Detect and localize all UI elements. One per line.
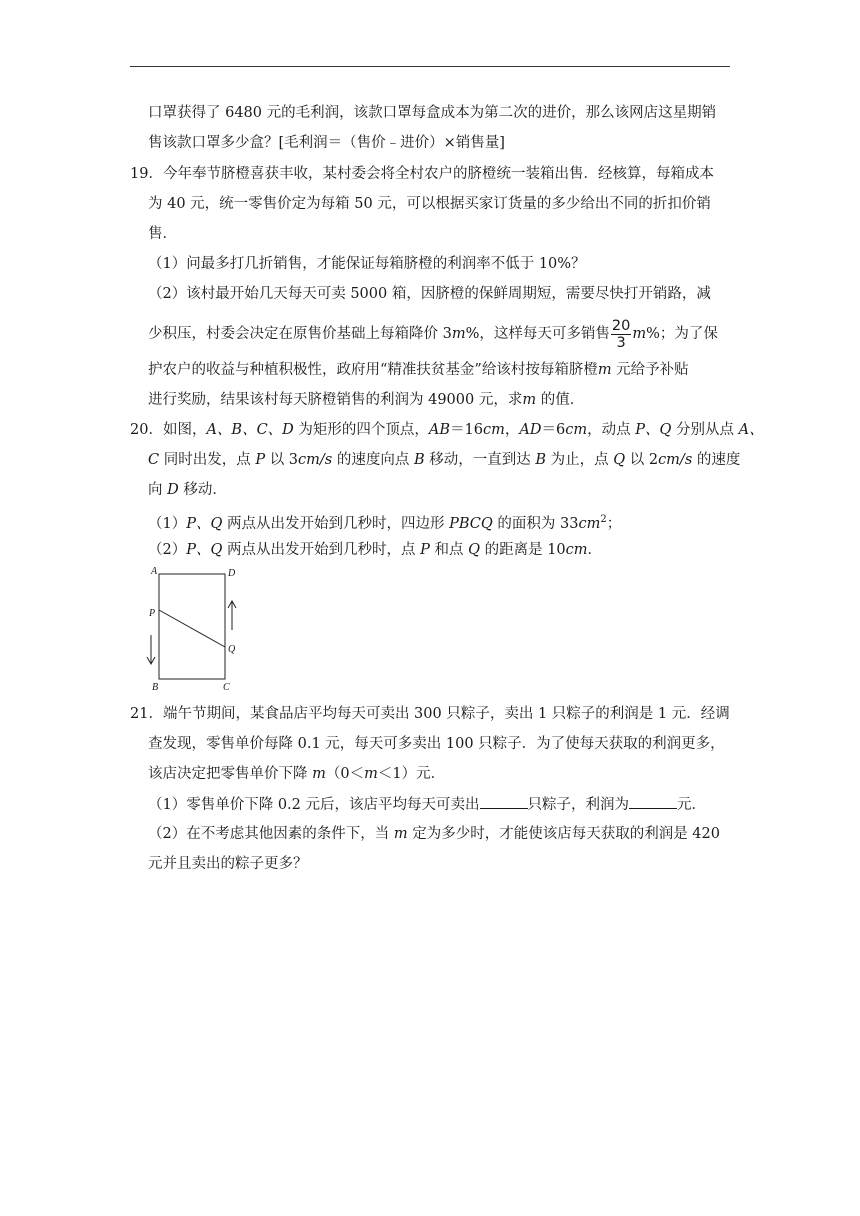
- q20-text: （2）: [148, 542, 187, 558]
- q19-line-2: 为 40 元，统一零售价定为每箱 50 元，可以根据买家订货量的多少给出不同的折扣价销: [148, 196, 711, 212]
- q20-text: ．: [587, 542, 603, 558]
- superscript-2: 2: [600, 514, 607, 525]
- q21-part-2-line-1: [148, 824, 720, 844]
- q19-part-1: （1）问最多打几折销售，才能保证每箱脐橙的利润率不低于 10%？: [148, 256, 586, 272]
- var-m: m: [597, 362, 612, 378]
- q20-text: 移动，一直到达: [424, 452, 536, 468]
- unit-cm: cm: [578, 515, 601, 532]
- point-q: Q: [613, 452, 626, 468]
- q19-line-1: [130, 164, 714, 184]
- q21-number: 21．: [130, 706, 163, 722]
- q20-text: ，: [504, 422, 520, 438]
- var-m: m: [364, 766, 378, 782]
- q20-text: 如图，: [162, 422, 207, 438]
- q21-text: （2）在不考虑其他因素的条件下，当: [148, 826, 394, 842]
- q20-text: 两点从出发开始到几秒时，点: [222, 542, 421, 558]
- q18-line-1: 口罩获得了 6480 元的毛利润，该款口罩每盒成本为第二次的进价，那么该网店这星期销: [148, 105, 717, 121]
- q20-text: ，动点: [587, 422, 636, 438]
- q20-text: 和点: [429, 542, 469, 558]
- q20-text: 的面积为 33: [492, 515, 579, 532]
- point-d: D: [167, 482, 179, 498]
- rectangle-figure: [140, 560, 250, 700]
- point-p: P: [255, 452, 266, 468]
- q19-line-3: 售．: [148, 226, 177, 242]
- label-p: P: [149, 608, 156, 619]
- q19-p2-text-b: %，这样每天可多销售: [465, 326, 610, 342]
- q20-text: 以 2: [625, 452, 659, 468]
- q21-text: 只粽子，利润为: [527, 797, 630, 813]
- unit-speed: cm/s: [658, 452, 693, 468]
- point-q: Q: [468, 542, 480, 558]
- fraction-denominator: 3: [616, 334, 626, 351]
- segment-ad: AD: [519, 422, 542, 438]
- point-a: A、: [738, 422, 764, 438]
- points-pq: P、Q: [186, 515, 223, 532]
- q20-text: 为止，点: [546, 452, 614, 468]
- q19-number: 19．: [130, 166, 163, 182]
- q20-text: （1）: [148, 515, 187, 532]
- quad-pbcq: PBCQ: [449, 515, 493, 532]
- fraction-20-over-3: [611, 318, 631, 351]
- q21-text-1: 端午节期间，某食品店平均每天可卖出 300 只粽子，卖出 1 只粽子的利润是 1 元．经调: [162, 706, 730, 722]
- q20-text: ；: [606, 515, 622, 532]
- var-m: m: [312, 766, 326, 782]
- q20-part-2: [148, 540, 602, 560]
- q18-line-2: 售该款口罩多少盒？[毛利润＝（售价﹣进价）×销售量]: [148, 135, 505, 151]
- q19-p2-text-c: %；为了保: [646, 326, 718, 342]
- q21-line-3: [148, 764, 445, 784]
- q19-p2-line4-text: 进行奖励，结果该村每天脐橙销售的利润为 49000 元，求: [148, 392, 523, 408]
- q20-text: 为矩形的四个顶点，: [293, 422, 429, 438]
- unit-cm: cm: [483, 422, 505, 438]
- unit-cm: cm: [565, 422, 588, 438]
- q20-text: 向: [148, 482, 168, 498]
- q21-line-2: 查发现，零售单价每降 0.1 元，每天可多卖出 100 只粽子．为了使每天获取的利润更多，: [148, 736, 725, 752]
- q20-text: 移动．: [178, 482, 227, 498]
- segment-ab: AB: [428, 422, 451, 438]
- q19-p2-line4-text-b: 的值．: [536, 392, 585, 408]
- q21-text: 元．: [677, 797, 707, 813]
- q20-line-2: [148, 450, 740, 470]
- header-rule: [130, 66, 730, 67]
- q21-text: （0＜: [325, 766, 365, 782]
- unit-speed: cm/s: [298, 452, 333, 468]
- q21-text: ＜1）元．: [377, 766, 446, 782]
- q20-part-1: [148, 510, 621, 534]
- label-a: A: [151, 566, 158, 577]
- points-pq: P、Q: [635, 422, 672, 438]
- q19-p2-text-a: 少积压，村委会决定在原售价基础上每箱降价 3: [148, 326, 452, 342]
- label-d: D: [228, 568, 236, 579]
- var-m: m: [632, 326, 647, 342]
- q19-text-1: 今年奉节脐橙喜获丰收，某村委会将全村农户的脐橙统一装箱出售．经核算，每箱成本: [162, 166, 714, 182]
- var-m: m: [393, 826, 408, 842]
- q20-text: 的距离是 10: [479, 542, 566, 558]
- q19-part-2-line-3: [148, 360, 689, 380]
- answer-blank-profit[interactable]: [629, 794, 677, 809]
- q19-part-2-line-1: （2）该村最开始几天每天可卖 5000 箱，因脐橙的保鲜周期短，需要尽快打开销路，减: [148, 286, 711, 302]
- q19-p2-line3-text: 护农户的收益与种植积极性，政府用“精准扶贫基金”给该村按每箱脐橙: [148, 362, 598, 378]
- var-m: m: [522, 392, 537, 408]
- label-q: Q: [228, 644, 236, 655]
- point-b: B: [413, 452, 425, 468]
- q21-text: 该店决定把零售单价下降: [148, 766, 313, 782]
- points-pq: P、Q: [186, 542, 223, 558]
- q21-part-1: [148, 794, 706, 815]
- point-p: P: [420, 542, 430, 558]
- q20-text: 同时出发，点: [159, 452, 256, 468]
- var-m: m: [451, 326, 466, 342]
- q21-text: 定为多少时，才能使该店每天获取的利润是 420: [407, 826, 720, 842]
- label-b: B: [152, 682, 159, 693]
- q20-text: 以 3: [265, 452, 299, 468]
- q20-text: 的速度: [692, 452, 741, 468]
- q20-text: ＝16: [450, 422, 484, 438]
- point-c: C: [148, 452, 160, 468]
- q20-line-3: [148, 480, 227, 500]
- q21-line-1: [130, 704, 730, 724]
- vertex-labels: A、B、C、D: [206, 422, 294, 438]
- segment-pq: [159, 610, 225, 647]
- q19-p2-line3-text-b: 元给予补贴: [611, 362, 689, 378]
- q19-part-2-line-2: [148, 314, 718, 354]
- fraction-numerator: 20: [611, 317, 631, 334]
- q20-text: 的速度向点: [332, 452, 414, 468]
- q20-number: 20．: [130, 422, 163, 438]
- q20-line-1: [130, 420, 764, 440]
- point-b: B: [535, 452, 546, 468]
- label-c: C: [223, 682, 230, 693]
- rectangle-abcd: [159, 574, 225, 679]
- q20-text: 两点从出发开始到几秒时，四边形: [222, 515, 450, 532]
- q20-text: ＝6: [541, 422, 566, 438]
- unit-cm: cm: [565, 542, 588, 558]
- answer-blank-count[interactable]: [480, 794, 528, 809]
- q21-text: （1）零售单价下降 0.2 元后，该店平均每天可卖出: [148, 797, 480, 813]
- q19-part-2-line-4: [148, 390, 584, 410]
- q21-part-2-line-2: 元并且卖出的粽子更多？: [148, 856, 308, 872]
- q20-text: 分别从点: [671, 422, 739, 438]
